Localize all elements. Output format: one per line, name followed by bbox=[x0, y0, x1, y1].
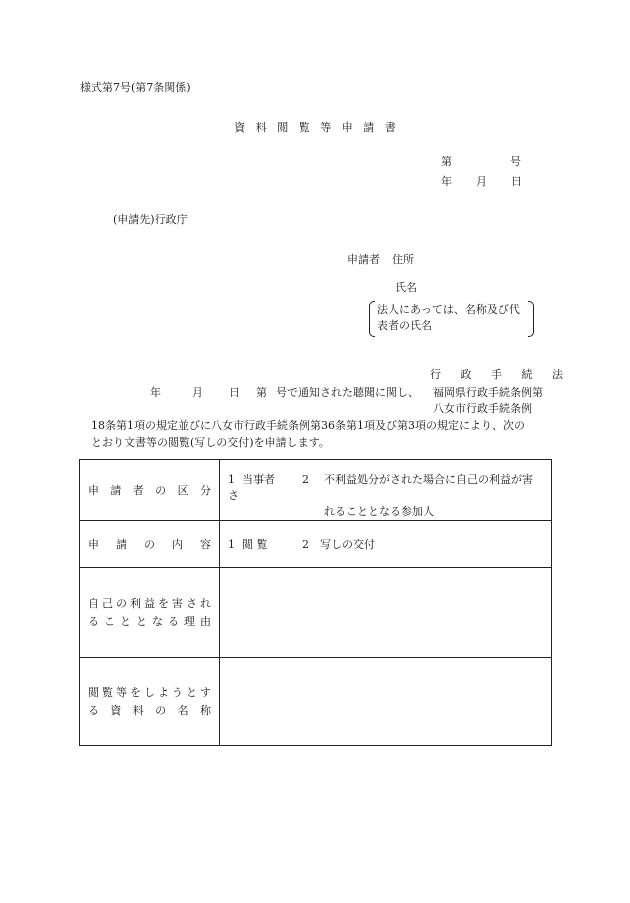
reference-number-prefix: 第 bbox=[441, 155, 452, 168]
label-char: 利 bbox=[130, 596, 141, 610]
label-char: 理 bbox=[184, 614, 195, 628]
table-row bbox=[80, 658, 552, 746]
applicant-address-line bbox=[347, 253, 414, 267]
label-char: 請 bbox=[116, 538, 127, 551]
label-char: 申 bbox=[88, 484, 99, 497]
label-char: さ bbox=[186, 596, 197, 610]
material-name-label-line-1 bbox=[88, 684, 211, 702]
label-char: れ bbox=[200, 596, 211, 610]
address-label: 住所 bbox=[392, 253, 414, 266]
body-text-line-2: とおり文書等の閲覧(写しの交付)を申請します。 bbox=[91, 436, 330, 449]
notice-after: 号で通知された聴聞に関し、 bbox=[276, 386, 419, 399]
reference-number-suffix: 号 bbox=[510, 155, 521, 168]
notice-year: 年 bbox=[150, 386, 161, 399]
date-day: 日 bbox=[511, 175, 522, 188]
label-char: を bbox=[130, 685, 141, 699]
application-date bbox=[441, 175, 522, 189]
applicant-category-line-1 bbox=[228, 472, 543, 504]
label-char: 由 bbox=[200, 614, 211, 628]
category-option-2-text: 不利益処分がされた場合に自己の利益が害さ bbox=[228, 473, 533, 502]
label-char: 料 bbox=[132, 703, 144, 717]
content-option-2-text: 写しの交付 bbox=[320, 538, 375, 551]
label-char: を bbox=[158, 596, 169, 610]
label-char: し bbox=[144, 685, 155, 699]
label-char: 害 bbox=[172, 596, 183, 610]
applicant-category-value[interactable] bbox=[220, 460, 552, 521]
label-char: 称 bbox=[199, 703, 211, 717]
label-char: 請 bbox=[110, 484, 122, 497]
request-content-label-text bbox=[88, 536, 211, 552]
content-option-2-number: 2 bbox=[302, 538, 309, 551]
label-char: 覧 bbox=[102, 685, 113, 699]
label-char: よ bbox=[158, 685, 169, 699]
date-month: 月 bbox=[476, 175, 487, 188]
request-content-label bbox=[80, 521, 220, 568]
label-char: る bbox=[88, 614, 99, 628]
table-row bbox=[80, 460, 552, 521]
table-row bbox=[80, 568, 552, 658]
applicant-category-label-text bbox=[88, 482, 211, 498]
law-option-2: 福岡県行政手続条例第 bbox=[433, 386, 543, 399]
notice-dai: 第 bbox=[256, 386, 267, 399]
label-char: の bbox=[155, 484, 167, 497]
applicant-label: 申請者 bbox=[347, 253, 380, 266]
corporate-note: 法人にあっては、名称及び代表者の氏名 bbox=[369, 301, 534, 337]
applicant-category-label bbox=[80, 460, 220, 521]
label-char: 益 bbox=[144, 596, 155, 610]
table-row bbox=[80, 521, 552, 568]
content-option-1-text: 閲 覧 bbox=[242, 538, 268, 551]
notice-day: 日 bbox=[229, 386, 240, 399]
label-char: こ bbox=[104, 614, 115, 628]
category-option-2-text-line-2: れることとなる参加人 bbox=[324, 505, 434, 518]
reference-number bbox=[441, 155, 521, 169]
reason-field[interactable] bbox=[220, 568, 552, 658]
label-char: 自 bbox=[88, 596, 99, 610]
label-char: 区 bbox=[177, 484, 189, 497]
label-char: の bbox=[116, 596, 127, 610]
category-option-2-number: 2 bbox=[302, 473, 309, 486]
label-char: の bbox=[155, 703, 167, 717]
reason-label bbox=[80, 568, 220, 658]
label-char: と bbox=[136, 614, 147, 628]
date-year: 年 bbox=[441, 175, 452, 188]
label-char: な bbox=[152, 614, 163, 628]
reason-label-line-2 bbox=[88, 613, 211, 631]
label-char: 分 bbox=[199, 484, 211, 497]
label-char: 資 bbox=[110, 703, 122, 717]
category-option-1-number: 1 bbox=[228, 473, 235, 486]
form-number: 様式第7号(第7条関係) bbox=[80, 81, 191, 94]
label-char: 容 bbox=[200, 538, 211, 551]
request-content-value[interactable] bbox=[220, 521, 552, 568]
label-char: 己 bbox=[102, 596, 113, 610]
notice-line bbox=[150, 386, 419, 400]
notice-month: 月 bbox=[192, 386, 203, 399]
label-char: る bbox=[88, 703, 99, 717]
label-char: 閲 bbox=[88, 685, 99, 699]
law-option-3: 八女市行政手続条例 bbox=[433, 402, 532, 415]
label-char: 名 bbox=[177, 703, 189, 717]
label-char: の bbox=[144, 538, 155, 551]
name-label: 氏名 bbox=[395, 281, 417, 294]
label-char: 等 bbox=[116, 685, 127, 699]
label-char: と bbox=[186, 685, 197, 699]
body-text-line-1: 18条第1項の規定並びに八女市行政手続条例第36条第1項及び第3項の規定により、次の bbox=[91, 419, 525, 432]
label-char: 者 bbox=[132, 484, 144, 497]
label-char: う bbox=[172, 685, 183, 699]
document-title: 資 料 閲 覧 等 申 請 書 bbox=[234, 121, 396, 134]
law-option-1: 行 政 手 続 法 bbox=[430, 368, 566, 381]
material-name-label-line-2 bbox=[88, 702, 211, 720]
reason-label-line-1 bbox=[88, 595, 211, 613]
material-name-field[interactable] bbox=[220, 658, 552, 746]
application-table bbox=[79, 459, 552, 746]
label-char: 内 bbox=[172, 538, 183, 551]
addressee: (申請先)行政庁 bbox=[113, 213, 188, 226]
material-name-label bbox=[80, 658, 220, 746]
label-char: 申 bbox=[88, 538, 99, 551]
content-option-1-number: 1 bbox=[228, 538, 235, 551]
category-option-1-text: 当事者 bbox=[242, 473, 275, 486]
label-char: す bbox=[200, 685, 211, 699]
label-char: る bbox=[168, 614, 179, 628]
label-char: と bbox=[120, 614, 131, 628]
